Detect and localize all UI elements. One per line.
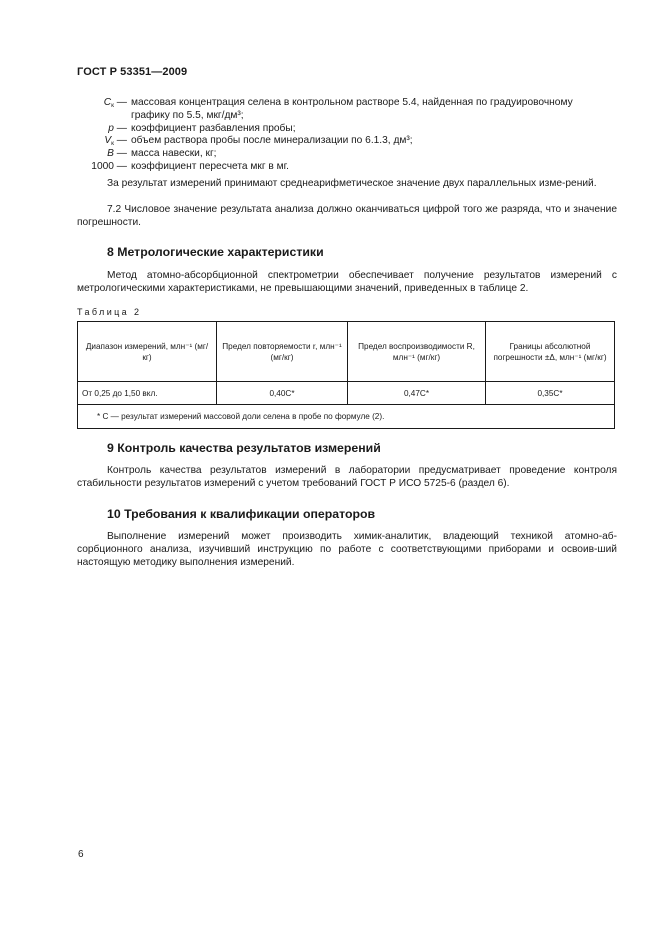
definition-dash: — xyxy=(113,122,127,134)
clause-7-2-paragraph: 7.2 Числовое значение результата анализа должно оканчиваться цифрой того же разряда, что и значение погрешности. xyxy=(77,204,617,228)
definition-text: коэффициент разбавления пробы; xyxy=(131,122,296,134)
definition-symbol: p xyxy=(108,122,114,134)
definition-symbol: 1000 xyxy=(91,160,114,172)
definition-symbol: C xyxy=(103,97,112,108)
result-paragraph: За результат измерений принимают среднеарифметическое значение двух параллельных изме-рений. xyxy=(107,178,597,189)
table-caption: Таблица 2 xyxy=(77,307,142,317)
cell-repeatability: 0,40C* xyxy=(217,382,348,405)
section-9-text: Контроль качества результатов измерений в лаборатории предусматривает проведение контроля стабильности результатов измерений с учетом требований ГОСТ Р ИСО 5725-6 (раздел 6). xyxy=(77,465,617,489)
section-10-heading: 10 Требования к квалификации операторов xyxy=(107,507,376,521)
section-8-heading: 8 Метрологические характеристики xyxy=(107,245,324,259)
section-8-text: Метод атомно-абсорбционной спектрометрии обеспечивает получение результатов измерений с метрологическими характеристиками, не превышающими значений, приведенных в таблице 2. xyxy=(77,270,617,294)
definition-row xyxy=(77,161,617,174)
table-row xyxy=(78,382,615,405)
definition-dash: — xyxy=(113,135,127,147)
definition-symbol: V xyxy=(104,135,112,147)
definition-symbol: B xyxy=(107,148,114,160)
table-footnote: * C — результат измерений массовой доли селена в пробе по формуле (2). xyxy=(78,405,615,429)
symbol-definitions xyxy=(77,97,617,174)
definition-row xyxy=(77,123,617,136)
standard-code-header: ГОСТ Р 53351—2009 xyxy=(77,66,188,78)
section-10-text: Выполнение измерений может производить химик-аналитик, владеющий техникой атомно-аб-сорбционного анализа, изучивший инструкцию по работе с соответствующими приборами и освоив-ший настоящую методику выполнения измерений. xyxy=(77,531,617,568)
page-number: 6 xyxy=(78,849,84,860)
definition-text: объем раствора пробы после минерализации по 6.1.3, дм³; xyxy=(131,135,413,147)
definition-dash: — xyxy=(113,148,127,160)
definition-text-cont: графику по 5.5, мкг/дм³; xyxy=(131,109,244,121)
cell-range: От 0,25 до 1,50 вкл. xyxy=(78,382,217,405)
table-note-row xyxy=(78,405,615,429)
metrology-table xyxy=(77,321,615,429)
definition-dash: — xyxy=(113,160,127,172)
definition-row xyxy=(77,97,617,123)
cell-reproducibility: 0,47C* xyxy=(348,382,486,405)
definition-text: масса навески, кг; xyxy=(131,148,217,160)
table-header-row xyxy=(78,322,615,382)
definition-subscript: к xyxy=(111,102,114,109)
definition-row xyxy=(77,135,617,148)
header-range: Диапазон измерений, млн⁻¹ (мг/кг) xyxy=(78,322,217,382)
cell-error-bounds: 0,35C* xyxy=(486,382,615,405)
definition-dash: — xyxy=(113,97,127,108)
section-9-heading: 9 Контроль качества результатов измерений xyxy=(107,441,381,455)
header-error-bounds: Границы абсолютной погрешности ±Δ, млн⁻¹ (мг/кг) xyxy=(486,322,615,382)
header-repeatability: Предел повторяемости r, млн⁻¹ (мг/кг) xyxy=(217,322,348,382)
definition-row xyxy=(77,148,617,161)
header-reproducibility: Предел воспроизводимости R, млн⁻¹ (мг/кг) xyxy=(348,322,486,382)
definition-subscript: к xyxy=(111,140,114,148)
definition-text: массовая концентрация селена в контрольном растворе 5.4, найденная по градуировочному xyxy=(131,97,573,108)
definition-text: коэффициент пересчета мкг в мг. xyxy=(131,160,289,172)
